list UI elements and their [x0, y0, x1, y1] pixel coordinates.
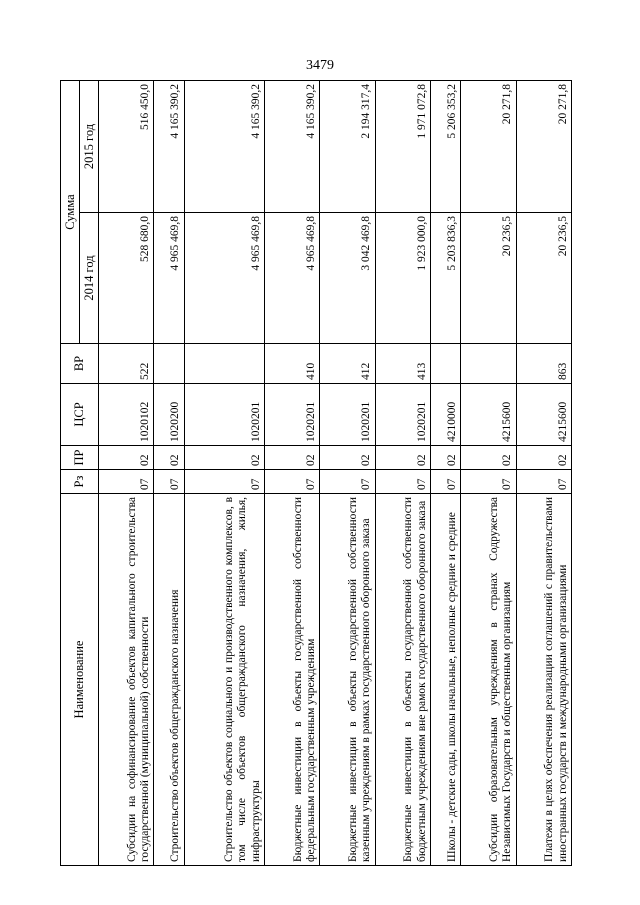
- header-name: Наименование: [61, 494, 99, 866]
- row-name: Бюджетные инвестиции в объекты государственной собственности бюджетным учреждениям вне рамок государственного оборонного заказа: [375, 494, 430, 866]
- header-year-2014: 2014 год: [80, 213, 99, 344]
- header-pr: ПР: [61, 446, 99, 470]
- header-vr: ВР: [61, 344, 99, 384]
- row-vr: 412: [320, 344, 375, 384]
- row-rz: 07: [430, 470, 460, 494]
- table-row: [264, 81, 319, 866]
- row-vr: [184, 344, 264, 384]
- row-vr: 413: [375, 344, 430, 384]
- budget-table: [60, 80, 572, 866]
- row-vr: [430, 344, 460, 384]
- table-header: [61, 81, 99, 866]
- table-row: [430, 81, 460, 866]
- row-csr: 1020201: [264, 384, 319, 446]
- page-number: 3479: [306, 58, 334, 73]
- row-csr: 1020201: [184, 384, 264, 446]
- table-row: [375, 81, 430, 866]
- row-csr: 1020201: [320, 384, 375, 446]
- row-csr: 1020102: [99, 384, 154, 446]
- row-sum-2015: 4 165 390,2: [154, 81, 184, 213]
- table-row: [516, 81, 571, 866]
- row-pr: 02: [375, 446, 430, 470]
- row-sum-2015: 516 450,0: [99, 81, 154, 213]
- row-sum-2015: 1 971 072,8: [375, 81, 430, 213]
- row-vr: 522: [99, 344, 154, 384]
- row-sum-2015: 2 194 317,4: [320, 81, 375, 213]
- row-rz: 07: [264, 470, 319, 494]
- table-row: [99, 81, 154, 866]
- row-pr: 02: [184, 446, 264, 470]
- row-vr: 863: [516, 344, 571, 384]
- header-rz: Рз: [61, 470, 99, 494]
- row-sum-2015: 20 271,8: [516, 81, 571, 213]
- table-row: [154, 81, 184, 866]
- row-name: Субсидии образовательным учреждениям в странах Содружества Независимых Государств и общественным организациям: [461, 494, 516, 866]
- row-csr: 4215600: [461, 384, 516, 446]
- row-pr: 02: [264, 446, 319, 470]
- row-pr: 02: [461, 446, 516, 470]
- row-sum-2014: 5 203 836,3: [430, 213, 460, 344]
- row-sum-2015: 20 271,8: [461, 81, 516, 213]
- row-csr: 1020200: [154, 384, 184, 446]
- row-sum-2014: 1 923 000,0: [375, 213, 430, 344]
- row-sum-2014: 20 236,5: [516, 213, 571, 344]
- header-year-2015: 2015 год: [80, 81, 99, 213]
- rotated-page-content: [60, 81, 572, 866]
- row-rz: 07: [154, 470, 184, 494]
- row-pr: 02: [516, 446, 571, 470]
- row-name: Строительство объектов социального и производственного комплексов, в том числе объектов общегражданского назначения, жилья, инфраструктуры: [184, 494, 264, 866]
- table-row: [320, 81, 375, 866]
- row-sum-2015: 5 206 353,2: [430, 81, 460, 213]
- row-sum-2014: 4 965 469,8: [154, 213, 184, 344]
- row-sum-2015: 4 165 390,2: [264, 81, 319, 213]
- row-name: Платежи в целях обеспечения реализации соглашений с правительствами иностранных государств и международными организациями: [516, 494, 571, 866]
- row-pr: 02: [430, 446, 460, 470]
- row-name: Субсидии на софинансирование объектов капитального строительства государственной (муниципальной) собственности: [99, 494, 154, 866]
- row-name: Строительство объектов общегражданского назначения: [154, 494, 184, 866]
- row-rz: 07: [375, 470, 430, 494]
- row-sum-2014: 528 680,0: [99, 213, 154, 344]
- row-pr: 02: [320, 446, 375, 470]
- row-rz: 07: [461, 470, 516, 494]
- row-rz: 07: [320, 470, 375, 494]
- header-sum: Сумма: [61, 81, 80, 344]
- table-body: [99, 81, 572, 866]
- row-csr: 4210000: [430, 384, 460, 446]
- header-csr: ЦСР: [61, 384, 99, 446]
- row-vr: [154, 344, 184, 384]
- row-pr: 02: [154, 446, 184, 470]
- row-vr: [461, 344, 516, 384]
- table-row: [184, 81, 264, 866]
- row-name: Бюджетные инвестиции в объекты государственной собственности казенным учреждениям в рамках государственного оборонного заказа: [320, 494, 375, 866]
- row-sum-2014: 4 965 469,8: [264, 213, 319, 344]
- row-rz: 07: [99, 470, 154, 494]
- row-vr: 410: [264, 344, 319, 384]
- row-rz: 07: [516, 470, 571, 494]
- row-sum-2014: 3 042 469,8: [320, 213, 375, 344]
- row-name: Школы - детские сады, школы начальные, неполные средние и средние: [430, 494, 460, 866]
- row-rz: 07: [184, 470, 264, 494]
- row-sum-2014: 20 236,5: [461, 213, 516, 344]
- table-row: [461, 81, 516, 866]
- row-name: Бюджетные инвестиции в объекты государственной собственности федеральным государственным учреждениям: [264, 494, 319, 866]
- row-csr: 1020201: [375, 384, 430, 446]
- row-sum-2015: 4 165 390,2: [184, 81, 264, 213]
- row-pr: 02: [99, 446, 154, 470]
- row-csr: 4215600: [516, 384, 571, 446]
- row-sum-2014: 4 965 469,8: [184, 213, 264, 344]
